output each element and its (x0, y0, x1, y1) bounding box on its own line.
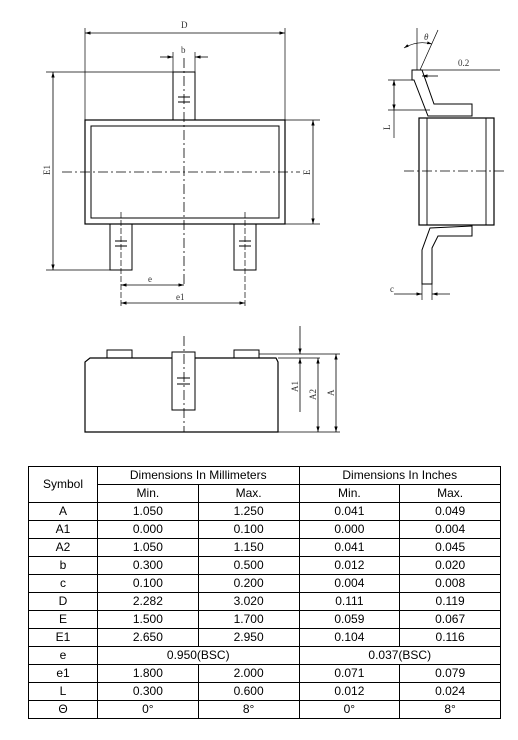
table-row (29, 557, 501, 575)
label-b: b (181, 45, 186, 55)
mm-min-cell: 1.050 (98, 503, 199, 521)
table-row (29, 575, 501, 593)
table-row (29, 539, 501, 557)
mm-max-cell: 1.250 (198, 503, 299, 521)
in-min-cell: 0.041 (299, 503, 400, 521)
front-view-labels (290, 381, 336, 400)
mm-min-cell: 0.000 (98, 521, 199, 539)
mm-max-cell: 3.020 (198, 593, 299, 611)
mm-max-cell: 1.700 (198, 611, 299, 629)
top-view (46, 28, 320, 308)
label-theta: θ (424, 32, 429, 42)
mm-max-cell: 8° (198, 701, 299, 719)
symbol-cell: L (29, 683, 98, 701)
symbol-cell: b (29, 557, 98, 575)
mm-min-cell: 1.800 (98, 665, 199, 683)
mm-min-cell: 2.282 (98, 593, 199, 611)
label-e1: e1 (176, 292, 185, 302)
mm-max-cell: 2.950 (198, 629, 299, 647)
mm-min-cell: 2.650 (98, 629, 199, 647)
in-max-cell: 0.045 (400, 539, 501, 557)
in-max-cell: 0.024 (400, 683, 501, 701)
label-D: D (181, 20, 188, 30)
symbol-cell: D (29, 593, 98, 611)
mm-min-cell: 0.300 (98, 557, 199, 575)
table-row (29, 503, 501, 521)
table-row (29, 683, 501, 701)
symbol-header: Symbol (29, 467, 98, 503)
symbol-cell: Θ (29, 701, 98, 719)
label-A2: A2 (308, 389, 318, 400)
mm-min-cell: 0.100 (98, 575, 199, 593)
in-max-cell: 8° (400, 701, 501, 719)
label-e: e (148, 274, 152, 284)
symbol-cell: c (29, 575, 98, 593)
mm-max-cell: 2.000 (198, 665, 299, 683)
table-row (29, 647, 501, 665)
label-L: L (382, 124, 392, 130)
in-max-cell: 0.004 (400, 521, 501, 539)
in-max-cell: 0.119 (400, 593, 501, 611)
symbol-cell: A (29, 503, 98, 521)
mm-max-header: Max. (198, 485, 299, 503)
in-max-cell: 0.020 (400, 557, 501, 575)
side-view (388, 28, 506, 300)
in-max-header: Max. (400, 485, 501, 503)
in-min-cell: 0.012 (299, 683, 400, 701)
label-0-2: 0.2 (458, 58, 470, 68)
in-min-cell: 0° (299, 701, 400, 719)
in-max-cell: 0.008 (400, 575, 501, 593)
mm-min-header: Min. (98, 485, 199, 503)
in-min-header: Min. (299, 485, 400, 503)
mm-max-cell: 0.100 (198, 521, 299, 539)
mm-max-cell: 0.200 (198, 575, 299, 593)
millimeters-header: Dimensions In Millimeters (98, 467, 300, 485)
front-view (85, 326, 340, 432)
in-min-cell: 0.059 (299, 611, 400, 629)
label-E: E (302, 169, 312, 175)
symbol-cell: A1 (29, 521, 98, 539)
label-A1: A1 (290, 381, 300, 392)
side-upper-lead (412, 70, 472, 116)
table-row (29, 701, 501, 719)
in-max-cell: 0.067 (400, 611, 501, 629)
mm-bsc-cell: 0.950(BSC) (98, 647, 300, 665)
mm-max-cell: 1.150 (198, 539, 299, 557)
in-bsc-cell: 0.037(BSC) (299, 647, 501, 665)
in-min-cell: 0.000 (299, 521, 400, 539)
mm-max-cell: 0.600 (198, 683, 299, 701)
in-min-cell: 0.004 (299, 575, 400, 593)
label-c: c (390, 284, 394, 294)
mm-min-cell: 0° (98, 701, 199, 719)
symbol-cell: A2 (29, 539, 98, 557)
table-row (29, 665, 501, 683)
in-min-cell: 0.111 (299, 593, 400, 611)
in-max-cell: 0.116 (400, 629, 501, 647)
front-center-lead (172, 352, 195, 410)
label-A: A (326, 389, 336, 396)
table-row (29, 629, 501, 647)
symbol-cell: e (29, 647, 98, 665)
inches-header: Dimensions In Inches (299, 467, 501, 485)
side-view-body (419, 118, 494, 225)
symbol-cell: E (29, 611, 98, 629)
mm-min-cell: 1.500 (98, 611, 199, 629)
in-max-cell: 0.079 (400, 665, 501, 683)
dimensions-table (28, 466, 501, 719)
mm-min-cell: 0.300 (98, 683, 199, 701)
symbol-cell: E1 (29, 629, 98, 647)
in-min-cell: 0.071 (299, 665, 400, 683)
in-min-cell: 0.104 (299, 629, 400, 647)
mm-min-cell: 1.050 (98, 539, 199, 557)
symbol-cell: e1 (29, 665, 98, 683)
in-max-cell: 0.049 (400, 503, 501, 521)
in-min-cell: 0.041 (299, 539, 400, 557)
table-row (29, 611, 501, 629)
table-row (29, 593, 501, 611)
in-min-cell: 0.012 (299, 557, 400, 575)
label-E1: E1 (42, 165, 52, 175)
mm-max-cell: 0.500 (198, 557, 299, 575)
side-lower-lead (422, 226, 472, 284)
table-row (29, 521, 501, 539)
